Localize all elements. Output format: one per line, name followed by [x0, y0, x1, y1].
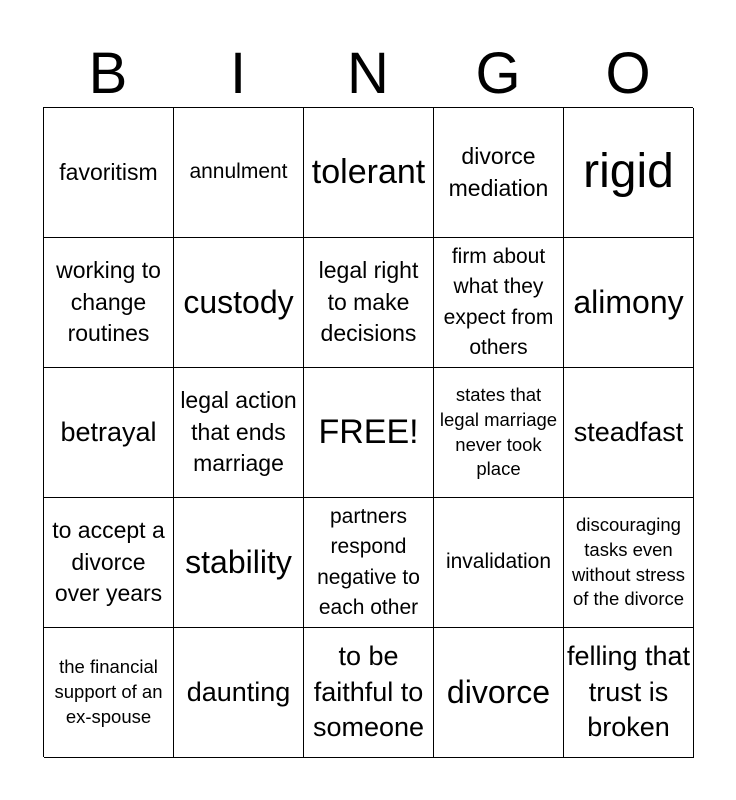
- bingo-cell-r3c1[interactable]: [44, 368, 174, 498]
- header-letter-g: G: [475, 41, 521, 106]
- cell-text: discouraging tasks even without stress of the divorce: [571, 513, 686, 610]
- cell-text: steadfast: [573, 416, 684, 447]
- cell-text: legal action that ends marriage: [180, 387, 297, 477]
- cell-text: betrayal: [60, 416, 157, 447]
- bingo-board: [43, 107, 693, 757]
- bingo-cell-r5c4[interactable]: [434, 628, 564, 758]
- cell-text: to accept a divorce over years: [52, 517, 165, 607]
- bingo-cell-r4c2[interactable]: [174, 498, 304, 628]
- cell-text: invalidation: [445, 550, 552, 574]
- cell-text: to be faithful to someone: [312, 641, 425, 743]
- cell-text: partners respond negative to each other: [317, 505, 420, 619]
- cell-text: annulment: [189, 160, 288, 184]
- bingo-cell-r5c5[interactable]: [564, 628, 694, 758]
- bingo-cell-r5c1[interactable]: [44, 628, 174, 758]
- bingo-cell-r4c3[interactable]: [304, 498, 434, 628]
- bingo-cell-r1c5[interactable]: [564, 108, 694, 238]
- cell-text: firm about what they expect from others: [443, 245, 554, 359]
- bingo-cell-r1c1[interactable]: [44, 108, 174, 238]
- bingo-cell-r3c4[interactable]: [434, 368, 564, 498]
- bingo-cell-r2c2[interactable]: [174, 238, 304, 368]
- cell-text: rigid: [583, 145, 674, 199]
- bingo-cell-r3c5[interactable]: [564, 368, 694, 498]
- cell-text: tolerant: [311, 152, 426, 191]
- bingo-cell-free[interactable]: [304, 368, 434, 498]
- cell-text: divorce mediation: [448, 143, 549, 201]
- bingo-cell-r5c2[interactable]: [174, 628, 304, 758]
- bingo-cell-r2c5[interactable]: [564, 238, 694, 368]
- cell-text: favoritism: [59, 158, 158, 185]
- bingo-header: [43, 40, 693, 108]
- bingo-cell-r4c4[interactable]: [434, 498, 564, 628]
- bingo-cell-r1c2[interactable]: [174, 108, 304, 238]
- cell-text: felling that trust is broken: [566, 641, 691, 743]
- bingo-cell-r3c2[interactable]: [174, 368, 304, 498]
- bingo-cell-r4c1[interactable]: [44, 498, 174, 628]
- cell-text: states that legal marriage never took place: [439, 383, 558, 480]
- bingo-cell-r1c4[interactable]: [434, 108, 564, 238]
- cell-text: alimony: [573, 283, 684, 320]
- cell-text: legal right to make decisions: [318, 257, 419, 347]
- bingo-cell-r2c3[interactable]: [304, 238, 434, 368]
- bingo-cell-r2c1[interactable]: [44, 238, 174, 368]
- cell-text: the financial support of an ex-spouse: [54, 656, 163, 727]
- cell-text: custody: [183, 283, 294, 320]
- bingo-cell-r1c3[interactable]: [304, 108, 434, 238]
- header-letter-b: B: [88, 41, 128, 106]
- cell-text: divorce: [446, 673, 551, 710]
- cell-text: daunting: [186, 676, 291, 707]
- bingo-cell-r2c4[interactable]: [434, 238, 564, 368]
- bingo-cell-r4c5[interactable]: [564, 498, 694, 628]
- free-space-text: FREE!: [318, 412, 419, 451]
- cell-text: working to change routines: [56, 257, 161, 347]
- header-letter-o: O: [605, 41, 651, 106]
- bingo-cell-r5c3[interactable]: [304, 628, 434, 758]
- cell-text: stability: [185, 543, 292, 580]
- header-letter-n: N: [347, 41, 389, 106]
- header-letter-i: I: [229, 41, 247, 106]
